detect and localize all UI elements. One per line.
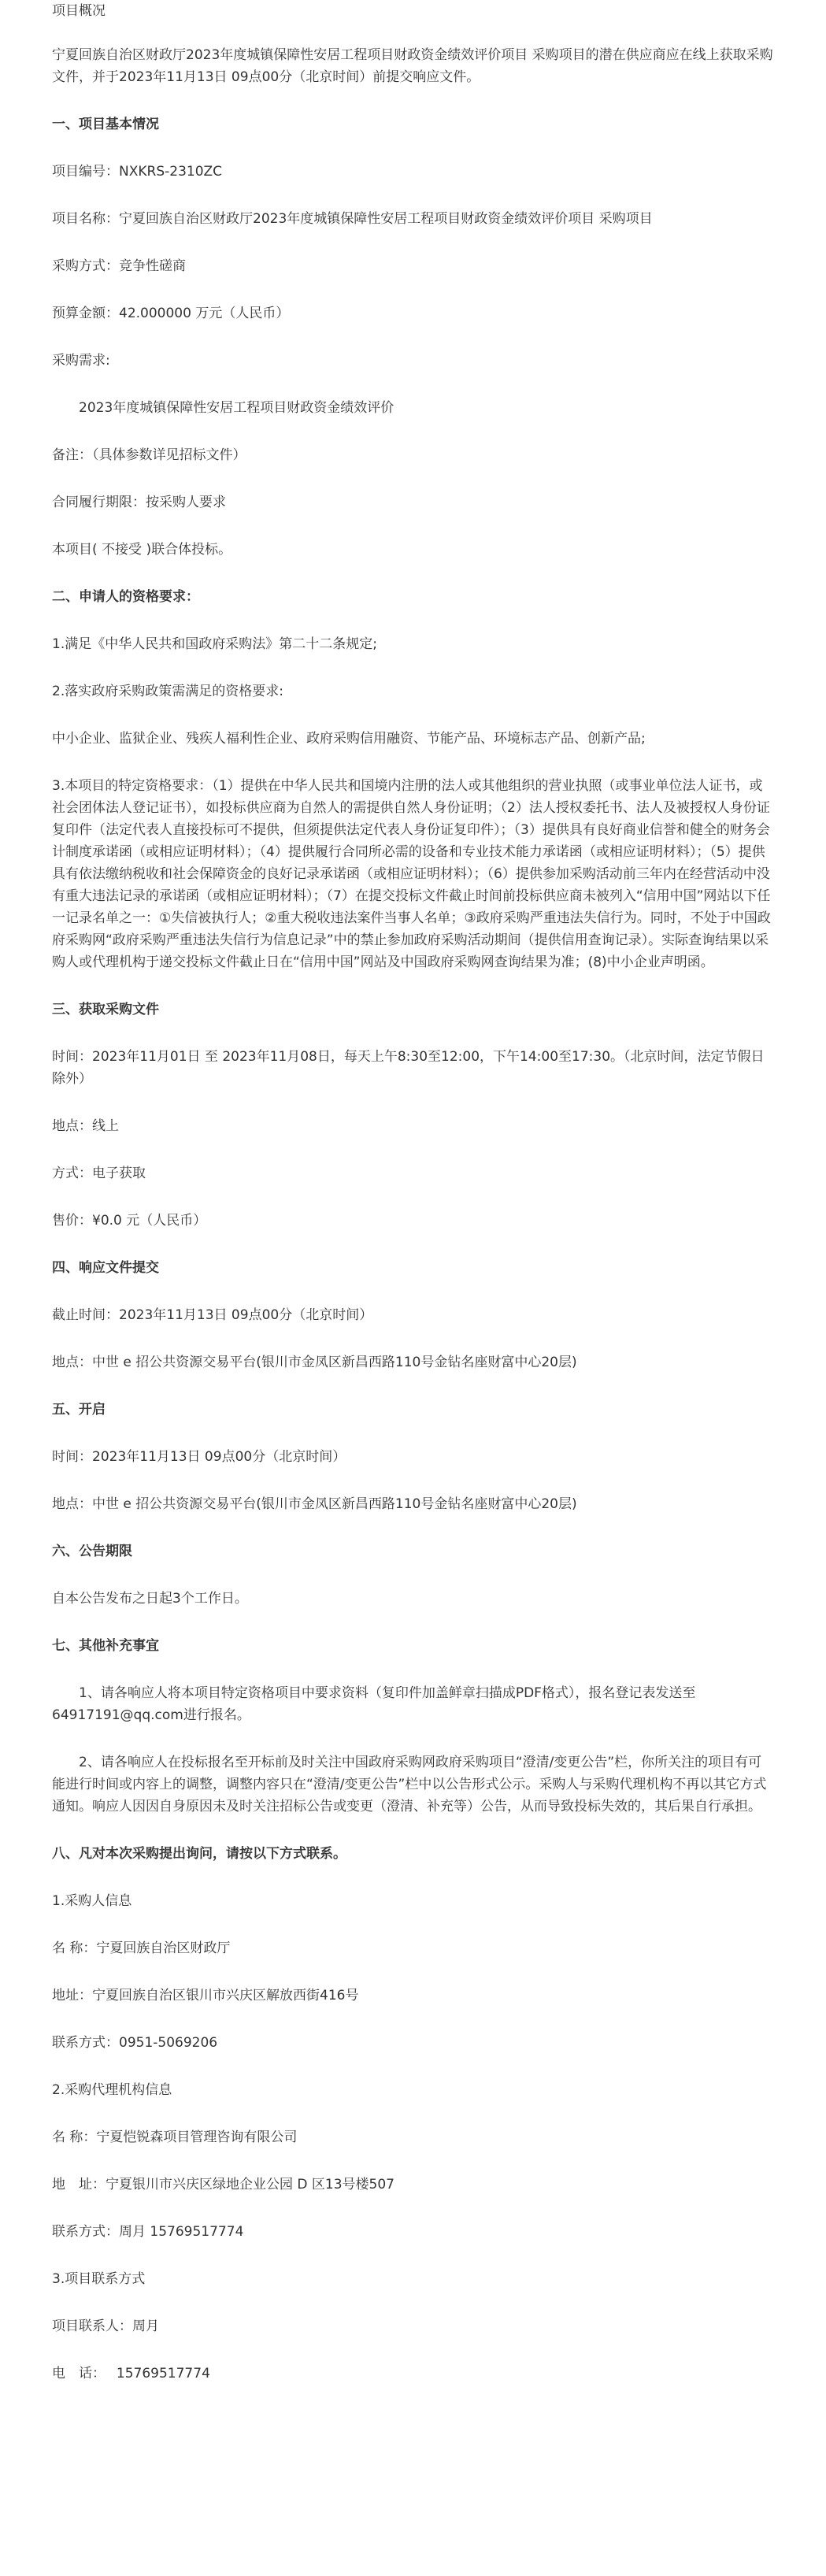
intro-paragraph: 宁夏回族自治区财政厅2023年度城镇保障性安居工程项目财政资金绩效评价项目 采购项目的潜在供应商应在线上获取采购文件，并于2023年11月13日 09点00分（北京时间）前提交响应文件。 <box>52 47 773 85</box>
project-contact-person: 项目联系人：周月 <box>52 2318 159 2334</box>
section-5-heading: 五、开启 <box>52 1402 106 1418</box>
agent-address: 地 址：宁夏银川市兴庆区绿地企业公园 D 区13号楼507 <box>52 2177 394 2192</box>
demand-label: 采购需求: <box>52 353 110 369</box>
contract-period: 合同履行期限：按采购人要求 <box>52 495 226 510</box>
project-number: 项目编号：NXKRS-2310ZC <box>52 164 223 180</box>
overview-title: 项目概况 <box>52 3 106 19</box>
buyer-contact: 联系方式：0951-5069206 <box>52 2035 218 2051</box>
consortium-note: 本项目( 不接受 )联合体投标。 <box>52 542 232 558</box>
supplement-1: 1、请各响应人将本项目特定资格项目中要求资料（复印件加盖鲜章扫描成PDF格式），报名登记表发送至64917191@qq.com进行报名。 <box>52 1685 696 1723</box>
budget-amount: 预算金额：42.000000 万元（人民币） <box>52 306 290 321</box>
remark: 备注：（具体参数详见招标文件） <box>52 447 246 463</box>
project-name: 项目名称：宁夏回族自治区财政厅2023年度城镇保障性安居工程项目财政资金绩效评价项目 采购项目 <box>52 211 653 227</box>
procurement-method: 采购方式：竞争性磋商 <box>52 258 186 274</box>
section-1-heading: 一、项目基本情况 <box>52 117 159 132</box>
policy-list: 中小企业、监狱企业、残疾人福利性企业、政府采购信用融资、节能产品、环境标志产品、创新产品; <box>52 731 646 747</box>
section-3-heading: 三、获取采购文件 <box>52 1002 159 1017</box>
project-contact-title: 3.项目联系方式 <box>52 2271 146 2287</box>
open-place: 地点：中世 e 招公共资源交易平台(银川市金凤区新昌西路110号金钻名座财富中心20层) <box>52 1496 577 1512</box>
submit-deadline: 截止时间：2023年11月13日 09点00分（北京时间） <box>52 1307 373 1323</box>
acquire-way: 方式：电子获取 <box>52 1166 146 1181</box>
section-2-heading: 二、申请人的资格要求： <box>52 589 199 605</box>
agent-title: 2.采购代理机构信息 <box>52 2082 172 2098</box>
acquire-place: 地点：线上 <box>52 1118 119 1134</box>
section-6-heading: 六、公告期限 <box>52 1544 132 1559</box>
section-4-heading: 四、响应文件提交 <box>52 1260 159 1276</box>
open-time: 时间：2023年11月13日 09点00分（北京时间） <box>52 1449 346 1465</box>
requirement-1: 1.满足《中华人民共和国政府采购法》第二十二条规定; <box>52 636 377 652</box>
buyer-address: 地址：宁夏回族自治区银川市兴庆区解放西街416号 <box>52 1988 359 2003</box>
agent-contact: 联系方式：周月 15769517774 <box>52 2224 244 2240</box>
submit-place: 地点：中世 e 招公共资源交易平台(银川市金凤区新昌西路110号金钻名座财富中心20层) <box>52 1355 577 1370</box>
requirement-2: 2.落实政府采购政策需满足的资格要求: <box>52 684 283 699</box>
demand-text: 2023年度城镇保障性安居工程项目财政资金绩效评价 <box>79 400 394 416</box>
section-7-heading: 七、其他补充事宜 <box>52 1638 159 1654</box>
acquire-price: 售价：¥0.0 元（人民币） <box>52 1213 207 1229</box>
acquire-time: 时间：2023年11月01日 至 2023年11月08日，每天上午8:30至12:00，下午14:00至17:30。（北京时间，法定节假日除外） <box>52 1049 765 1087</box>
notice-period: 自本公告发布之日起3个工作日。 <box>52 1591 248 1607</box>
supplement-2: 2、请各响应人在投标报名至开标前及时关注中国政府采购网政府采购项目“澄清/变更公告”栏，你所关注的项目有可能进行时间或内容上的调整，调整内容只在“澄清/变更公告”栏中以公告形式公示。采购人与采购代理机构不再以其它方式通知。响应人因因自身原因未及时关注招标公告或变更（澄清、补充等）公告，从而导致投标失效的，其后果自行承担。 <box>52 1755 767 1814</box>
buyer-title: 1.采购人信息 <box>52 1893 132 1909</box>
section-8-heading: 八、凡对本次采购提出询问，请按以下方式联系。 <box>52 1846 346 1862</box>
agent-name: 名 称：宁夏恺锐森项目管理咨询有限公司 <box>52 2129 298 2145</box>
project-contact-phone: 电 话： 15769517774 <box>52 2366 210 2381</box>
buyer-name: 名 称：宁夏回族自治区财政厅 <box>52 1940 231 1956</box>
requirement-3: 3.本项目的特定资格要求：（1）提供在中华人民共和国境内注册的法人或其他组织的营业执照（或事业单位法人证书，或社会团体法人登记证书），如投标供应商为自然人的需提供自然人身份证明；（2）法人授权委托书、法人及被授权人身份证复印件（法定代表人直接投标可不提供，但须提供法定代表人身份证复印件）；（3）提供具有良好商业信誉和健全的财务会计制度承诺函（或相应证明材料）；（4）提供履行合同所必需的设备和专业技术能力承诺函（或相应证明材料）；（5）提供具有依法缴纳税收和社会保障资金的良好记录承诺函（或相应证明材料）；（6）提供参加采购活动前三年内在经营活动中没有重大违法记录的承诺函（或相应证明材料）；（7）在提交投标文件截止时间前投标供应商未被列入“信用中国”网站以下任一记录名单之一：①失信被执行人；②重大税收违法案件当事人名单；③政府采购严重违法失信行为。同时，不处于中国政府采购网“政府采购严重违法失信行为信息记录”中的禁止参加政府采购活动期间（提供信用查询记录）。实际查询结果以采购人或代理机构于递交投标文件截止日在“信用中国”网站及中国政府采购网查询结果为准；(8)中小企业声明函。 <box>52 778 771 970</box>
